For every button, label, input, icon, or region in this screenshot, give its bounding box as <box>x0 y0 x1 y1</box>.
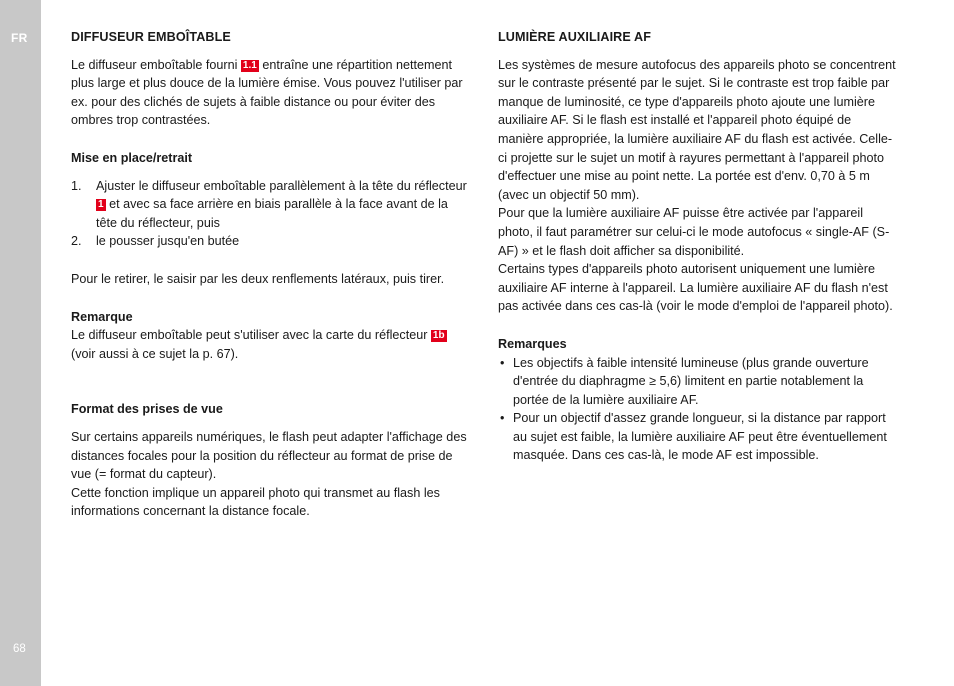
remarque-heading: Remarque <box>71 309 133 324</box>
section-title-lumiere: LUMIÈRE AUXILIAIRE AF <box>498 30 651 44</box>
left-column <box>71 28 471 521</box>
remarques-list <box>498 354 900 466</box>
bullet-text: Les objectifs à faible intensité lumineuse (plus grande ouverture d'entrée du diaphragme ≥ 5,6) limitent en partie notablement la portée de la lumière auxiliaire AF. <box>513 355 869 407</box>
page-number: 68 <box>13 643 26 655</box>
list-item <box>498 409 900 465</box>
remarque-text-b: (voir aussi à ce sujet la p. 67). <box>71 346 239 361</box>
steps-list <box>71 177 471 251</box>
remarques-heading: Remarques <box>498 336 567 351</box>
step-number: 2. <box>71 234 82 249</box>
format-heading: Format des prises de vue <box>71 402 223 417</box>
remarque-text-a: Le diffuseur emboîtable peut s'utiliser avec la carte du réflecteur <box>71 328 428 343</box>
diffuseur-intro <box>71 56 471 130</box>
reference-tag: 1b <box>432 330 445 342</box>
lumiere-paragraph-1: Les systèmes de mesure autofocus des appareils photo se concentrent sur le contraste présenté par le sujet. Si le contraste est trop faible par manque de luminosité, ce type d'appareils photo ajoute une lumière auxiliaire AF. Si le flash est installé et l'appareil photo équipé de manière appropriée, la lumière auxiliaire AF du flash est activée. Celle-ci projette sur le sujet un motif à rayures permettant à l'appareil photo d'effectuer une mise au point nette. La portée est d'env. 0,70 à 5 m (avec un objectif 50 mm). <box>498 57 896 202</box>
mise-en-place-heading: Mise en place/retrait <box>71 150 193 165</box>
bullet-text: Pour un objectif d'assez grande longueur, si la distance par rapport au sujet est faible, la lumière auxiliaire AF peut être éventuellement masquée. Dans ces cas-là, le mode AF est impossible. <box>513 411 887 463</box>
bullet-icon: • <box>500 355 505 370</box>
lumiere-paragraph-3: Certains types d'appareils photo autorisent uniquement une lumière auxiliaire AF interne à l'appareil. La lumière auxiliaire AF du flash n'est pas activée dans ces cas-là (voir le mode d'emploi de l'appareil photo). <box>498 262 893 314</box>
right-column <box>498 28 900 465</box>
language-label: FR <box>11 31 28 45</box>
step-number: 1. <box>71 178 82 193</box>
reference-tag: 1.1 <box>242 59 257 71</box>
reference-tag: 1 <box>98 199 104 211</box>
step-text-cont: et avec sa face arrière en biais parallèle à la face avant de la tête du réflecteur, puis <box>96 197 448 230</box>
format-paragraph-1: Sur certains appareils numériques, le flash peut adapter l'affichage des distances focales pour la position du réflecteur au format de prise de vue (= format du capteur). <box>71 429 467 482</box>
section-title-diffuseur: DIFFUSEUR EMBOÎTABLE <box>71 30 231 44</box>
intro-text-b: entraîne une répartition nettement plus large et plus douce de la lumière émise. Vous pouvez l'utiliser par ex. pour des clichés de sujets à faible distance ou pour éviter des ombres trop contrastées. <box>71 57 463 128</box>
list-item <box>71 177 471 233</box>
retirer-text: Pour le retirer, le saisir par les deux renflements latéraux, puis tirer. <box>71 271 445 286</box>
bullet-icon: • <box>500 411 505 426</box>
intro-text-a: Le diffuseur emboîtable fourni <box>71 57 238 72</box>
list-item <box>498 354 900 410</box>
page-sidebar <box>0 0 41 686</box>
list-item <box>71 232 471 251</box>
format-paragraph-2: Cette fonction implique un appareil photo qui transmet au flash les informations concernant la distance focale. <box>71 485 440 519</box>
step-text: le pousser jusqu'en butée <box>96 234 240 249</box>
remarque-text <box>71 326 471 363</box>
step-text: Ajuster le diffuseur emboîtable parallèlement à la tête du réflecteur <box>96 178 467 193</box>
lumiere-paragraph-2: Pour que la lumière auxiliaire AF puisse être activée par l'appareil photo, il faut paramétrer sur celui-ci le mode autofocus « single-AF (S-AF) » et le flash doit afficher sa disponibilité. <box>498 206 890 258</box>
